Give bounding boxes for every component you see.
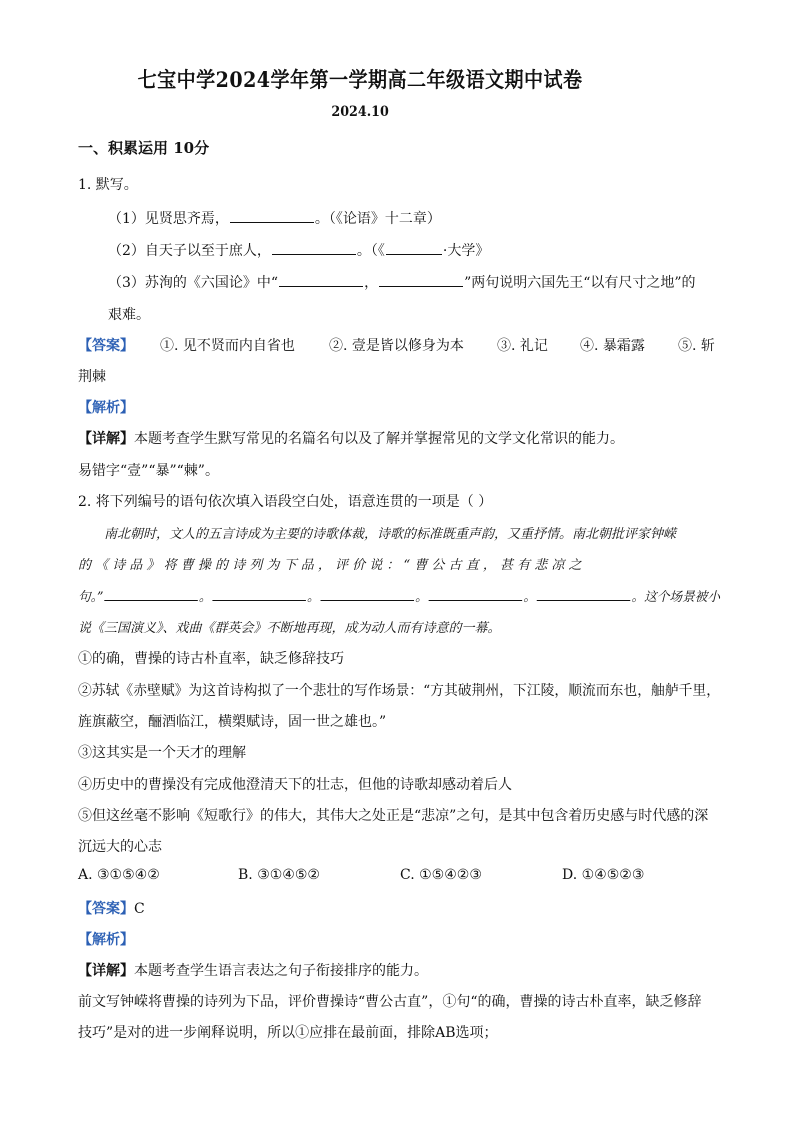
q2-passage-line4: 说《三国演义》、戏曲《群英会》不断地再现，成为动人而有诗意的一幕。 xyxy=(78,621,501,636)
q1-answer-4: ④. 暴霜露 xyxy=(580,338,645,354)
fill-blank xyxy=(321,586,415,601)
q1-analysis-tag: 【解析】 xyxy=(78,400,134,416)
q1-item3: （3）苏洵的《六国论》中“ ， ”两句说明六国先王“以有尺寸之地”的 xyxy=(108,272,696,292)
answer-tag: 【答案】 xyxy=(78,338,134,354)
q1-errors: 易错字“壹”“暴”“棘”。 xyxy=(78,463,219,479)
q2-stem: 2. 将下列编号的语句依次填入语段空白处，语意连贯的一项是（ ） xyxy=(78,494,493,510)
q2-passage-line1: 南北朝时，文人的五言诗成为主要的诗歌体裁，诗歌的标准既重声韵，又重抒情。南北朝批评家钟嵘 xyxy=(104,527,677,542)
page-title: 七宝中学2024学年第一学期高二年级语文期中试卷 xyxy=(137,67,583,92)
q2-passage-line2: 的 《 诗 品 》 将 曹 操 的 诗 列 为 下 品 ， 评 价 说 ： “ 曹 公 古 直 ， 甚 有 悲 凉 之 xyxy=(78,558,582,573)
fill-blank xyxy=(429,586,523,601)
fill-blank xyxy=(537,586,631,601)
fill-blank xyxy=(213,586,307,601)
q2-sentence-3: ③这其实是一个天才的理解 xyxy=(78,745,246,761)
q2-detail: 【详解】本题考查学生语言表达之句子衔接排序的能力。 xyxy=(78,963,428,979)
q1-answer-3: ③. 礼记 xyxy=(497,338,548,354)
q2-sentence-5-cont: 沉远大的心志 xyxy=(78,839,162,855)
q2-option-c: C. ①⑤④②③ xyxy=(400,867,482,883)
fill-blank xyxy=(104,586,198,601)
q1-answer xyxy=(78,335,134,355)
q1-item3-cont: 艰难。 xyxy=(108,307,150,323)
q1-item2: （2）自天子以至于庶人， 。（《 ·大学》 xyxy=(108,240,489,260)
q1-answer-1: ①. 见不贤而内自省也 xyxy=(160,338,295,354)
q1-item1: （1）见贤思齐焉， 。（《论语》十二章） xyxy=(108,208,441,228)
q2-passage-line3: 句。” 。 。 。 。 。这个场景被小 xyxy=(78,586,720,605)
q1-stem: 1. 默写。 xyxy=(78,177,138,193)
fill-blank xyxy=(279,272,363,287)
q2-sentence-4: ④历史中的曹操没有完成他澄清天下的壮志，但他的诗歌却感动着后人 xyxy=(78,777,512,793)
q2-sentence-2-cont: 旌旗蔽空，酾酒临江，横槊赋诗，固一世之雄也。” xyxy=(78,714,387,730)
fill-blank xyxy=(272,240,356,255)
fill-blank xyxy=(386,240,442,255)
q2-option-d: D. ①④⑤②③ xyxy=(562,867,645,883)
exam-date: 2024.10 xyxy=(331,104,389,120)
q1-answer-cont: 荆棘 xyxy=(78,369,106,385)
q1-detail: 【详解】本题考查学生默写常见的名篇名句以及了解并掌握常见的文学文化常识的能力。 xyxy=(78,431,624,447)
q2-answer: 【答案】C xyxy=(78,901,145,917)
q2-explanation-line2: 技巧”是对的进一步阐释说明，所以①应排在最前面，排除AB选项； xyxy=(78,1025,498,1041)
q1-answer-5: ⑤. 斩 xyxy=(678,338,715,354)
q2-option-b: B. ③①④⑤② xyxy=(238,867,320,883)
q2-sentence-5: ⑤但这丝毫不影响《短歌行》的伟大，其伟大之处正是“悲凉”之句，是其中包含着历史感与时代感的深 xyxy=(78,808,709,824)
q2-analysis-tag: 【解析】 xyxy=(78,932,134,948)
section-heading: 一、积累运用 10分 xyxy=(78,139,210,157)
fill-blank xyxy=(230,208,314,223)
q2-sentence-2: ②苏轼《赤壁赋》为这首诗构拟了一个悲壮的写作场景：“方其破荆州，下江陵，顺流而东也，舳舻千里， xyxy=(78,683,721,699)
q1-answer-2: ②. 壹是皆以修身为本 xyxy=(329,338,464,354)
q2-option-a: A. ③①⑤④② xyxy=(78,867,160,883)
fill-blank xyxy=(379,272,463,287)
q2-explanation-line1: 前文写钟嵘将曹操的诗列为下品，评价曹操诗“曹公古直”，①句“的确，曹操的诗古朴直率，缺乏修辞 xyxy=(78,994,702,1010)
q2-sentence-1: ①的确，曹操的诗古朴直率，缺乏修辞技巧 xyxy=(78,651,344,667)
